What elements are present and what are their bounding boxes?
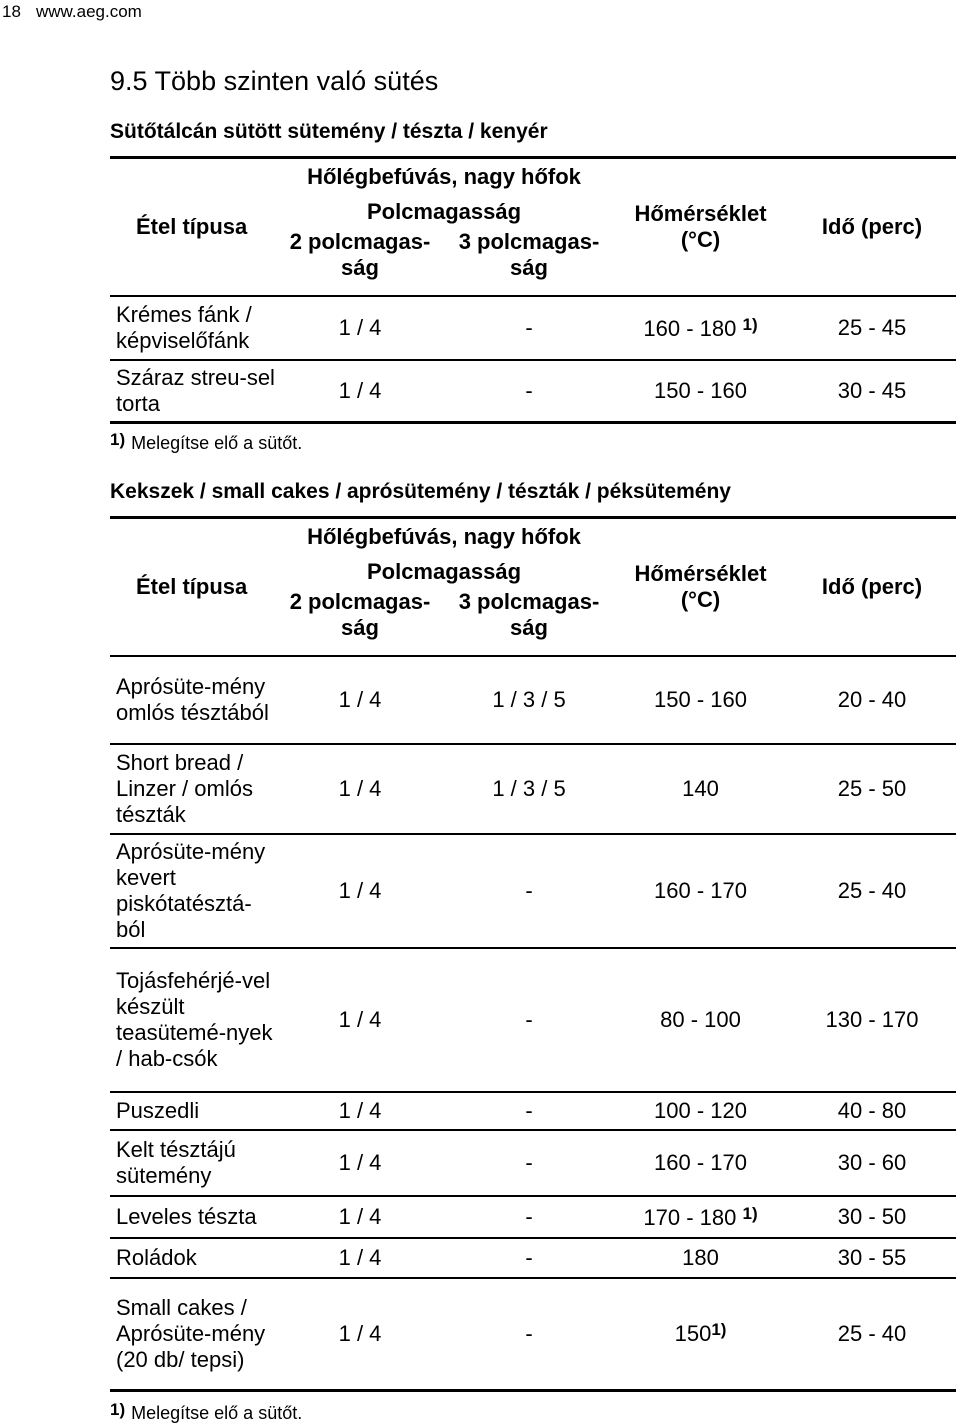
footnote-ref: 1) [742, 314, 758, 334]
temp-cell [613, 296, 788, 360]
table-row [110, 1196, 956, 1238]
col-header-shelf2-label: 2 polcmagas-ság [289, 229, 431, 280]
food-cell: Short bread / Linzer / omlós tészták [110, 744, 275, 834]
food-cell: Száraz streu-sel torta [110, 360, 275, 422]
temp-cell [613, 1196, 788, 1238]
col-header-temp-label: Hőmérséklet (°C) [634, 201, 767, 252]
shelf2-cell: 1 / 4 [275, 1196, 445, 1238]
time-cell: 30 - 45 [788, 360, 956, 422]
col-header-shelf2-label: 2 polcmagas-ság [289, 589, 431, 640]
table-row [110, 744, 956, 834]
table2-footnote [110, 1400, 302, 1424]
col-header-shelf: Polcmagasság [366, 559, 522, 584]
temp-value: 150 - 160 [654, 687, 747, 712]
shelf2-cell: 1 / 4 [275, 296, 445, 360]
time-cell: 30 - 55 [788, 1238, 956, 1278]
footnote-mark: 1) [110, 1400, 126, 1419]
food-cell: Small cakes / Aprósüte-mény (20 db/ tepsi) [110, 1278, 275, 1390]
food-cell: Roládok [110, 1238, 275, 1278]
time-cell: 40 - 80 [788, 1092, 956, 1130]
col-header-shelf2 [275, 229, 445, 296]
table2-subtitle: Kekszek / small cakes / aprósütemény / tészták / péksütemény [110, 480, 731, 503]
table-row [110, 1130, 956, 1196]
temp-cell [613, 1238, 788, 1278]
shelf2-cell: 1 / 4 [275, 1278, 445, 1390]
time-cell: 25 - 40 [788, 1278, 956, 1390]
table-row [110, 656, 956, 744]
temp-value: 150 [674, 1321, 712, 1347]
food-cell: Puszedli [110, 1092, 275, 1130]
col-header-shelf3 [445, 589, 613, 656]
shelf2-cell: 1 / 4 [275, 360, 445, 422]
col-header-food: Étel típusa [110, 158, 275, 297]
shelf2-cell: 1 / 4 [275, 1130, 445, 1196]
table-row [110, 1278, 956, 1390]
temp-cell [613, 656, 788, 744]
temp-cell [613, 1092, 788, 1130]
temp-value: 160 - 170 [654, 878, 747, 903]
shelf2-cell: 1 / 4 [275, 656, 445, 744]
col-header-temp [613, 158, 788, 297]
time-cell: 30 - 60 [788, 1130, 956, 1196]
shelf3-cell: - [445, 1092, 613, 1130]
shelf3-cell: - [445, 1278, 613, 1390]
page-number: 18 [2, 2, 21, 21]
table-row [110, 360, 956, 422]
shelf2-cell: 1 / 4 [275, 744, 445, 834]
col-header-time: Idő (perc) [788, 158, 956, 297]
temp-cell [613, 744, 788, 834]
temp-cell [613, 948, 788, 1092]
col-header-shelf2 [275, 589, 445, 656]
col-header-oven: Hőlégbefúvás, nagy hőfok [275, 158, 613, 196]
shelf2-cell: 1 / 4 [275, 834, 445, 948]
table1-footnote [110, 430, 302, 454]
col-header-temp [613, 518, 788, 657]
food-cell: Kelt tésztájú sütemény [110, 1130, 275, 1196]
shelf2-cell: 1 / 4 [275, 1238, 445, 1278]
col-header-shelf3-label: 3 polcmagas-ság [458, 589, 600, 640]
temp-cell [613, 1130, 788, 1196]
food-cell: Aprósüte-mény kevert piskótatésztá-ból [110, 834, 275, 948]
col-header-temp-label: Hőmérséklet (°C) [634, 561, 767, 612]
time-cell: 25 - 40 [788, 834, 956, 948]
section-title: 9.5 Több szinten való sütés [110, 66, 439, 96]
shelf3-cell: 1 / 3 / 5 [445, 656, 613, 744]
col-header-shelf: Polcmagasság [366, 199, 522, 224]
temp-value: 140 [682, 776, 719, 801]
temp-value: 170 - 180 [643, 1204, 737, 1230]
food-cell: Krémes fánk / képviselőfánk [110, 296, 275, 360]
temp-value: 80 - 100 [660, 1007, 741, 1032]
col-header-food: Étel típusa [110, 518, 275, 657]
temp-cell [613, 1278, 788, 1390]
footnote-text: Melegítse elő a sütőt. [131, 433, 303, 453]
col-header-shelf3 [445, 229, 613, 296]
shelf3-cell: - [445, 1196, 613, 1238]
shelf3-cell: - [445, 948, 613, 1092]
shelf2-cell: 1 / 4 [275, 1092, 445, 1130]
shelf3-cell: - [445, 1130, 613, 1196]
temp-cell [613, 834, 788, 948]
site-url[interactable]: www.aeg.com [36, 2, 142, 21]
shelf3-cell: - [445, 296, 613, 360]
time-cell: 130 - 170 [788, 948, 956, 1092]
col-header-time: Idő (perc) [788, 518, 956, 657]
food-cell: Tojásfehérjé-vel készült teasütemé-nyek / hab-csók [110, 948, 275, 1092]
table-row [110, 834, 956, 948]
temp-value: 160 - 180 [643, 315, 737, 341]
footnote-text: Melegítse elő a sütőt. [131, 1403, 303, 1423]
shelf3-cell: - [445, 360, 613, 422]
time-cell: 30 - 50 [788, 1196, 956, 1238]
shelf3-cell: - [445, 834, 613, 948]
temp-cell [613, 360, 788, 422]
table-row [110, 296, 956, 360]
table1-subtitle: Sütőtálcán sütött sütemény / tészta / kenyér [110, 120, 548, 143]
time-cell: 20 - 40 [788, 656, 956, 744]
shelf2-cell: 1 / 4 [275, 948, 445, 1092]
shelf3-cell: 1 / 3 / 5 [445, 744, 613, 834]
temp-value: 180 [682, 1245, 719, 1270]
temp-value: 100 - 120 [654, 1098, 747, 1123]
footnote-ref: 1) [742, 1203, 758, 1223]
shelf3-cell: - [445, 1238, 613, 1278]
table-row [110, 948, 956, 1092]
table2 [110, 516, 956, 1392]
table-row [110, 1238, 956, 1278]
footnote-mark: 1) [110, 430, 126, 449]
food-cell: Leveles tészta [110, 1196, 275, 1238]
time-cell: 25 - 50 [788, 744, 956, 834]
table1 [110, 156, 956, 424]
col-header-shelf3-label: 3 polcmagas-ság [458, 229, 600, 280]
time-cell: 25 - 45 [788, 296, 956, 360]
col-header-oven: Hőlégbefúvás, nagy hőfok [275, 518, 613, 556]
footnote-ref: 1) [711, 1320, 727, 1340]
temp-value: 160 - 170 [654, 1150, 747, 1175]
food-cell: Aprósüte-mény omlós tésztából [110, 656, 275, 744]
temp-value: 150 - 160 [654, 377, 747, 403]
table-row [110, 1092, 956, 1130]
